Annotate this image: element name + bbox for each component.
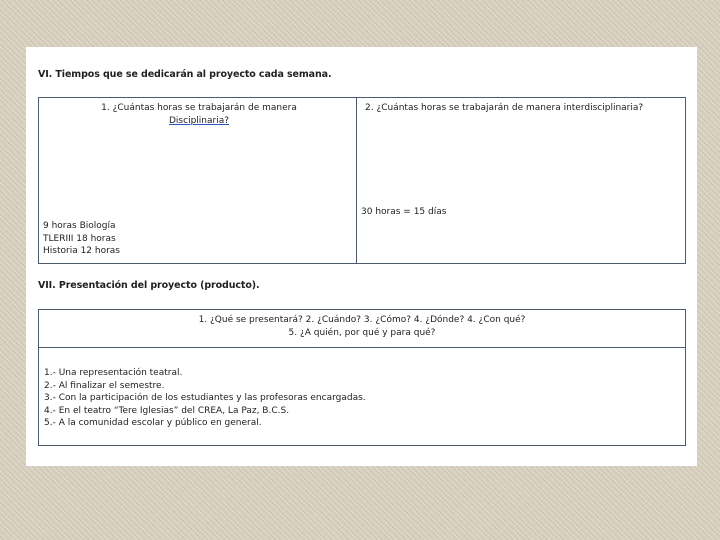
- answer-item: 3.- Con la participación de los estudiantes y las profesoras encargadas.: [44, 393, 366, 403]
- section-7-title: VII. Presentación del proyecto (producto).: [38, 280, 260, 291]
- hours-item: Historia 12 horas: [43, 246, 120, 256]
- question-1-cell: [59, 102, 339, 127]
- answer-item: 1.- Una representación teatral.: [44, 368, 183, 378]
- question-1-line2: Disciplinaria?: [169, 115, 229, 126]
- answer-item: 5.- A la comunidad escolar y público en general.: [44, 418, 262, 428]
- presentation-answers-list: [44, 367, 366, 430]
- presentation-questions-line1: 1. ¿Qué se presentará? 2. ¿Cuándo? 3. ¿Cómo? 4. ¿Dónde? 4. ¿Con qué?: [198, 315, 526, 325]
- hours-item: 9 horas Biología: [43, 221, 116, 231]
- hours-item: TLERIII 18 horas: [43, 233, 116, 244]
- question-1-line1: 1. ¿Cuántas horas se trabajarán de manera: [101, 103, 297, 113]
- answer-item: 4.- En el teatro “Tere Iglesias” del CREA, La Paz, B.C.S.: [44, 405, 290, 416]
- section-6-title: VI. Tiempos que se dedicarán al proyecto cada semana.: [38, 69, 332, 80]
- disciplinary-hours-list: [43, 220, 120, 258]
- answer-item: 2.- Al finalizar el semestre.: [44, 380, 165, 391]
- section-6-table: [38, 97, 686, 264]
- document-page: [26, 47, 697, 466]
- section-7-table: [38, 309, 686, 446]
- interdisciplinary-hours: 30 horas = 15 días: [361, 207, 447, 217]
- question-2-cell: 2. ¿Cuántas horas se trabajarán de manera interdisciplinaria?: [365, 103, 644, 113]
- presentation-questions-line2: 5. ¿A quién, por qué y para qué?: [288, 327, 436, 338]
- section-6-column-divider: [356, 98, 357, 263]
- section-7-row-divider: [39, 347, 685, 348]
- presentation-questions: [39, 314, 685, 339]
